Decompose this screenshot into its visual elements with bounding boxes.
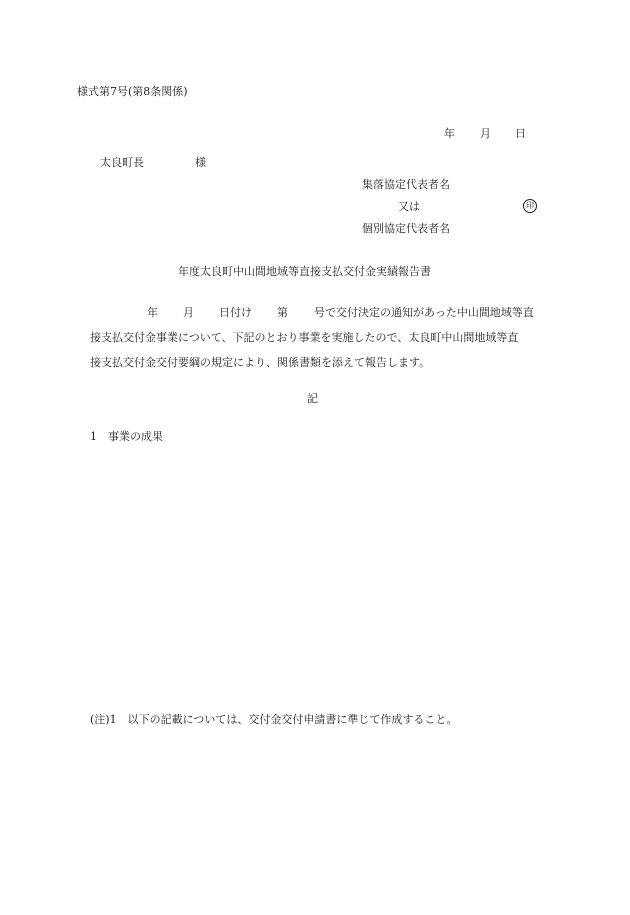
addressee-name: 太良町長 <box>100 156 144 169</box>
section-1-heading: 1 事業の成果 <box>90 430 163 443</box>
form-number: 様式第7号(第8条関係) <box>77 85 188 98</box>
date-year-label: 年 <box>444 127 455 140</box>
body-year-label: 年 <box>147 306 158 319</box>
seal-mark: 印 <box>523 199 537 213</box>
applicant-or: 又は <box>398 200 420 213</box>
date-day-label: 日 <box>515 127 526 140</box>
addressee-honorific: 様 <box>195 156 206 169</box>
body-number-prefix: 第 <box>277 306 288 319</box>
body-month-label: 月 <box>183 306 194 319</box>
date-month-label: 月 <box>480 127 491 140</box>
applicant-individual-representative: 個別協定代表者名 <box>362 222 450 235</box>
note-text: (注)1 以下の記載については、交付金交付申請書に準じて作成すること。 <box>90 713 458 726</box>
document-title: 年度太良町中山間地域等直接支払交付金実績報告書 <box>178 265 431 278</box>
body-line-3: 接支払交付金交付要綱の規定により、関係書類を添えて報告します。 <box>90 356 431 369</box>
body-dated-label: 日付け <box>219 306 252 319</box>
body-line-2: 接支払交付金事業について、下記のとおり事業を実施したので、太良町中山間地域等直 <box>90 331 519 344</box>
applicant-community-representative: 集落協定代表者名 <box>362 178 450 191</box>
body-line-1-text: 号で交付決定の通知があった中山間地域等直 <box>314 306 534 319</box>
ki-heading: 記 <box>307 392 318 405</box>
